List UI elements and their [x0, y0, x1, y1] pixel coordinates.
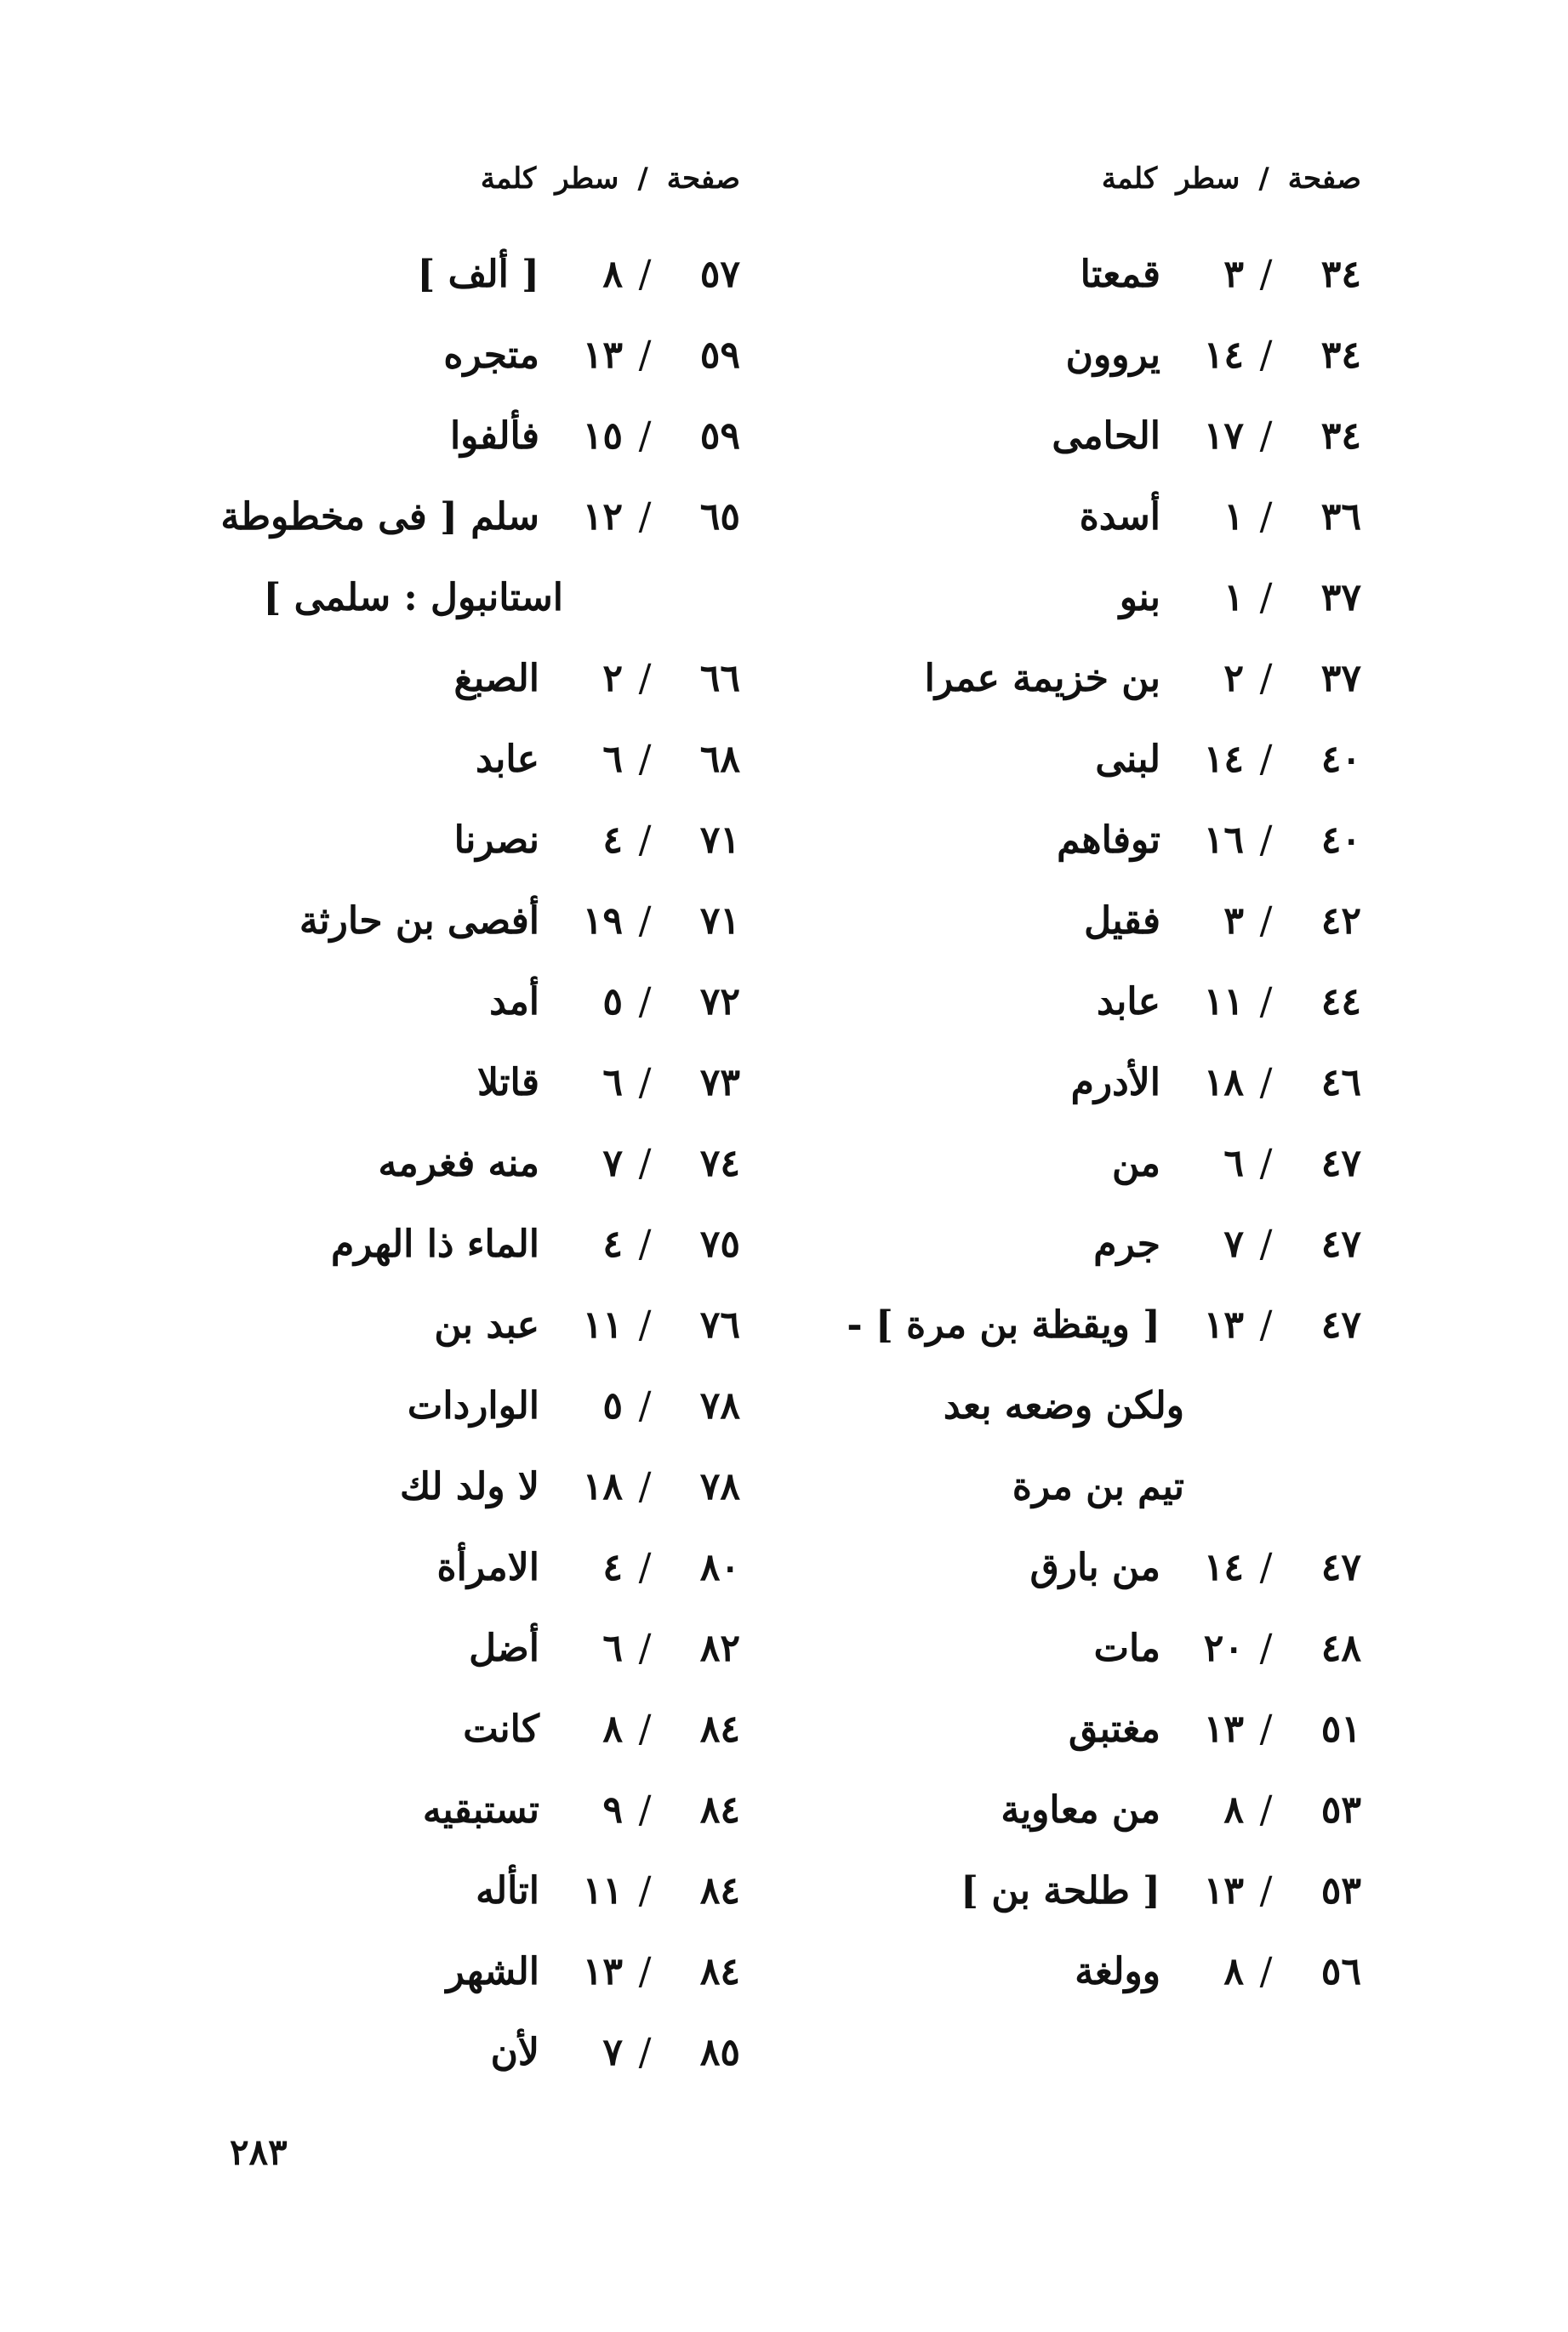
- page-ref: ٨٠: [699, 1546, 740, 1589]
- slash-separator: /: [638, 980, 652, 1023]
- slash-separator: /: [638, 1303, 652, 1347]
- errata-row: [179, 1850, 740, 1931]
- line-ref: ١٢: [582, 495, 623, 539]
- line-ref: ١٣: [1203, 1869, 1244, 1913]
- line-ref: ٧: [1223, 1223, 1244, 1266]
- word-entry: [ ألف ]: [417, 253, 539, 296]
- errata-row: [817, 1608, 1361, 1689]
- page-ref: ٨٤: [699, 1788, 740, 1832]
- word-entry: عابد: [1096, 980, 1160, 1023]
- line-ref: ٨: [1223, 1950, 1244, 1993]
- word-entry: لبنى: [1095, 738, 1160, 781]
- line-ref: ١٣: [582, 334, 623, 377]
- slash-separator: /: [1259, 818, 1273, 862]
- page-ref: ٧١: [699, 818, 740, 862]
- line-ref: ١٨: [582, 1465, 623, 1508]
- errata-row: [817, 1123, 1361, 1204]
- slash-separator: /: [638, 2031, 652, 2074]
- line-ref: ٥: [602, 1384, 623, 1428]
- page-ref: ٣٧: [1320, 576, 1361, 619]
- slash-separator: /: [1259, 980, 1273, 1023]
- column-header: [179, 153, 740, 234]
- line-ref: ١٦: [1203, 818, 1244, 862]
- word-entry: لا ولد لك: [400, 1465, 539, 1508]
- slash-separator: /: [638, 818, 652, 862]
- word-entry: أسدة: [1079, 495, 1160, 539]
- word-entry: كانت: [463, 1708, 539, 1751]
- word-entry: يروون: [1065, 334, 1160, 377]
- slash-separator: /: [1259, 1061, 1273, 1104]
- word-entry: جرم: [1093, 1223, 1160, 1266]
- slash-separator: /: [638, 1708, 652, 1751]
- slash-separator: /: [1259, 1708, 1273, 1751]
- page-number: ٢٨٣: [230, 2131, 288, 2173]
- word-entry: منه فغرمه: [378, 1142, 539, 1185]
- errata-row: [817, 1204, 1361, 1285]
- line-ref: ١١: [582, 1869, 623, 1913]
- errata-row: [179, 638, 740, 719]
- page-ref: ٣٤: [1320, 334, 1361, 377]
- line-ref: ١٥: [582, 414, 623, 458]
- word-entry: لأن: [490, 2031, 539, 2074]
- page-ref: ٤٢: [1320, 899, 1361, 943]
- errata-row: [179, 2012, 740, 2093]
- page-ref: ٤٦: [1320, 1061, 1361, 1104]
- word-entry: الشهر: [446, 1950, 539, 1993]
- line-ref: ١٣: [1203, 1708, 1244, 1751]
- errata-row: [817, 1931, 1361, 2012]
- header-line-label: سطر: [555, 162, 619, 196]
- header-line-label: سطر: [1176, 162, 1240, 196]
- word-entry: الحامى: [1052, 414, 1160, 458]
- page-ref: ٨٢: [699, 1627, 740, 1670]
- errata-row: [179, 1042, 740, 1123]
- page-ref: ٥٩: [699, 334, 740, 377]
- slash-separator: /: [638, 899, 652, 943]
- errata-row: [179, 1527, 740, 1608]
- slash-separator: /: [638, 657, 652, 700]
- line-ref: ١: [1223, 495, 1244, 539]
- line-ref: ٧: [602, 1142, 623, 1185]
- line-ref: ٢: [602, 657, 623, 700]
- slash-separator: /: [638, 1788, 652, 1832]
- slash-separator: /: [1259, 495, 1273, 539]
- line-ref: ١٣: [582, 1950, 623, 1993]
- header-word-label: كلمة: [1101, 162, 1158, 196]
- line-ref: ٤: [602, 1546, 623, 1589]
- slash-separator: /: [638, 495, 652, 539]
- slash-separator: /: [1259, 1223, 1273, 1266]
- page-ref: ٨٤: [699, 1950, 740, 1993]
- page-ref: ٧٥: [699, 1223, 740, 1266]
- errata-row: [817, 1042, 1361, 1123]
- word-entry: عابد: [475, 738, 539, 781]
- errata-row: [817, 638, 1361, 719]
- line-ref: ٦: [1223, 1142, 1244, 1185]
- slash-separator: /: [638, 1465, 652, 1508]
- line-ref: ٦: [602, 738, 623, 781]
- slash-separator: /: [1259, 1950, 1273, 1993]
- page-ref: ٨٥: [699, 2031, 740, 2074]
- page-ref: ٤٠: [1320, 818, 1361, 862]
- errata-row: [817, 557, 1361, 638]
- page-ref: ٤٧: [1320, 1546, 1361, 1589]
- line-ref: ٨: [602, 253, 623, 296]
- errata-row: [179, 800, 740, 881]
- errata-column-right: [817, 153, 1361, 2012]
- page-ref: ٤٠: [1320, 738, 1361, 781]
- page-ref: ٨٤: [699, 1708, 740, 1751]
- word-entry: توفاهم: [1057, 818, 1160, 862]
- line-ref: ١٨: [1203, 1061, 1244, 1104]
- page-ref: ٧١: [699, 899, 740, 943]
- slash-separator: /: [638, 1142, 652, 1185]
- slash-separator: /: [1259, 1627, 1273, 1670]
- line-ref: ١٤: [1203, 334, 1244, 377]
- errata-row: [179, 719, 740, 800]
- page-ref: ٤٧: [1320, 1223, 1361, 1266]
- page-ref: ٤٧: [1320, 1303, 1361, 1347]
- header-word-label: كلمة: [480, 162, 537, 196]
- word-entry: الامرأة: [436, 1546, 539, 1589]
- page-ref: ٦٥: [699, 495, 740, 539]
- line-ref: ٨: [602, 1708, 623, 1751]
- page-ref: ٣٦: [1320, 495, 1361, 539]
- word-entry: قاتلا: [477, 1061, 539, 1104]
- slash-separator: /: [638, 1061, 652, 1104]
- slash-separator: /: [1259, 334, 1273, 377]
- page-ref: ٧٨: [699, 1465, 740, 1508]
- errata-row: [817, 234, 1361, 315]
- word-entry: مغتبق: [1068, 1708, 1160, 1751]
- slash-separator: /: [638, 253, 652, 296]
- slash-separator: /: [1259, 899, 1273, 943]
- word-entry: استانبول : سلمى ]: [263, 576, 563, 619]
- errata-rows: [817, 234, 1361, 2012]
- page-ref: ٧٣: [699, 1061, 740, 1104]
- errata-row: [179, 234, 740, 315]
- errata-row: [817, 881, 1361, 961]
- word-entry: [ ويقظة بن مرة ] -: [847, 1303, 1160, 1347]
- slash-separator: /: [638, 1223, 652, 1266]
- errata-row: [817, 1285, 1361, 1366]
- word-entry: وولغة: [1075, 1950, 1160, 1993]
- page-ref: ٣٧: [1320, 657, 1361, 700]
- errata-row: [179, 476, 740, 557]
- slash-separator: /: [638, 1546, 652, 1589]
- slash-separator: /: [1259, 414, 1273, 458]
- page-ref: ٣٤: [1320, 253, 1361, 296]
- slash-separator: /: [1259, 1546, 1273, 1589]
- slash-separator: /: [1259, 657, 1273, 700]
- slash-separator: /: [638, 1627, 652, 1670]
- errata-row: [179, 315, 740, 396]
- page-ref: ٦٦: [699, 657, 740, 700]
- line-ref: ١١: [1203, 980, 1244, 1023]
- slash-separator: /: [1259, 1869, 1273, 1913]
- errata-row: [817, 315, 1361, 396]
- word-entry: نصرنا: [453, 818, 539, 862]
- line-ref: ٢: [1223, 657, 1244, 700]
- header-slash: /: [1258, 162, 1269, 196]
- page-ref: ٨٤: [699, 1869, 740, 1913]
- word-entry: عبد بن: [434, 1303, 539, 1347]
- word-entry: الواردات: [407, 1384, 539, 1428]
- errata-row: [179, 1204, 740, 1285]
- errata-row: [817, 800, 1361, 881]
- header-page-label: صفحة: [666, 162, 740, 196]
- word-entry: من بارق: [1029, 1546, 1160, 1589]
- word-entry: فقيل: [1084, 899, 1160, 943]
- column-header: [817, 153, 1361, 234]
- word-entry: مات: [1093, 1627, 1160, 1670]
- line-ref: ١٤: [1203, 1546, 1244, 1589]
- errata-row: [179, 1446, 740, 1527]
- errata-row: [179, 396, 740, 476]
- word-entry: متجره: [443, 334, 539, 377]
- word-entry: الماء ذا الهرم: [330, 1223, 539, 1266]
- line-ref: ٨: [1223, 1788, 1244, 1832]
- errata-row: [817, 396, 1361, 476]
- errata-row-continuation: [817, 1446, 1361, 1527]
- errata-rows: [179, 234, 740, 2093]
- errata-row-continuation: [179, 557, 740, 638]
- errata-row: [179, 1931, 740, 2012]
- header-page-label: صفحة: [1287, 162, 1361, 196]
- word-entry: من معاوية: [1001, 1788, 1160, 1832]
- header-slash: /: [637, 162, 648, 196]
- slash-separator: /: [638, 1384, 652, 1428]
- page-ref: ٥٩: [699, 414, 740, 458]
- line-ref: ١١: [582, 1303, 623, 1347]
- line-ref: ١٣: [1203, 1303, 1244, 1347]
- errata-row-continuation: [817, 1366, 1361, 1446]
- errata-row: [179, 881, 740, 961]
- page-ref: ٥٣: [1320, 1788, 1361, 1832]
- slash-separator: /: [638, 738, 652, 781]
- word-entry: بنو: [1119, 576, 1160, 619]
- errata-row: [817, 719, 1361, 800]
- slash-separator: /: [1259, 576, 1273, 619]
- page-ref: ٧٤: [699, 1142, 740, 1185]
- line-ref: ١٩: [582, 899, 623, 943]
- slash-separator: /: [1259, 253, 1273, 296]
- line-ref: ١٤: [1203, 738, 1244, 781]
- word-entry: [ طلحة بن ]: [961, 1869, 1160, 1913]
- errata-row: [817, 961, 1361, 1042]
- page-ref: ٣٤: [1320, 414, 1361, 458]
- line-ref: ٢٠: [1203, 1627, 1244, 1670]
- slash-separator: /: [1259, 1788, 1273, 1832]
- errata-row: [179, 1770, 740, 1850]
- word-entry: قمعتا: [1080, 253, 1160, 296]
- word-entry: الصبغ: [453, 657, 539, 700]
- word-entry: اتأله: [476, 1869, 539, 1913]
- line-ref: ٥: [602, 980, 623, 1023]
- word-entry: أضل: [469, 1627, 539, 1670]
- errata-row: [179, 1366, 740, 1446]
- page-ref: ٤٨: [1320, 1627, 1361, 1670]
- line-ref: ٤: [602, 1223, 623, 1266]
- slash-separator: /: [638, 334, 652, 377]
- page-ref: ٧٨: [699, 1384, 740, 1428]
- line-ref: ٣: [1223, 253, 1244, 296]
- page-ref: ٤٤: [1320, 980, 1361, 1023]
- slash-separator: /: [638, 1950, 652, 1993]
- line-ref: ٣: [1223, 899, 1244, 943]
- page-ref: ٧٢: [699, 980, 740, 1023]
- errata-row: [817, 1850, 1361, 1931]
- page-ref: ٥١: [1320, 1708, 1361, 1751]
- errata-column-left: [179, 153, 740, 2093]
- errata-row: [179, 1689, 740, 1770]
- word-entry: أمد: [489, 980, 539, 1023]
- errata-row: [179, 1608, 740, 1689]
- line-ref: ٤: [602, 818, 623, 862]
- word-entry: سلم [ فى مخطوطة: [220, 495, 539, 539]
- page-ref: ٥٦: [1320, 1950, 1361, 1993]
- page-ref: ٦٨: [699, 738, 740, 781]
- word-entry: تيم بن مرة: [1012, 1465, 1184, 1508]
- word-entry: ولكن وضعه بعد: [943, 1384, 1184, 1428]
- word-entry: الأدرم: [1070, 1061, 1160, 1104]
- errata-row: [817, 476, 1361, 557]
- slash-separator: /: [638, 1869, 652, 1913]
- line-ref: ١: [1223, 576, 1244, 619]
- slash-separator: /: [1259, 1303, 1273, 1347]
- page-ref: ٧٦: [699, 1303, 740, 1347]
- word-entry: تستبقيه: [422, 1788, 539, 1832]
- errata-row: [179, 1123, 740, 1204]
- line-ref: ٦: [602, 1061, 623, 1104]
- line-ref: ١٧: [1203, 414, 1244, 458]
- page-ref: ٥٧: [699, 253, 740, 296]
- word-entry: أفصى بن حارثة: [299, 899, 539, 943]
- word-entry: فألفوا: [449, 414, 539, 458]
- line-ref: ٩: [602, 1788, 623, 1832]
- slash-separator: /: [1259, 1142, 1273, 1185]
- slash-separator: /: [1259, 738, 1273, 781]
- slash-separator: /: [638, 414, 652, 458]
- page-ref: ٤٧: [1320, 1142, 1361, 1185]
- line-ref: ٧: [602, 2031, 623, 2074]
- errata-row: [817, 1527, 1361, 1608]
- errata-row: [179, 961, 740, 1042]
- page-ref: ٥٣: [1320, 1869, 1361, 1913]
- errata-row: [179, 1285, 740, 1366]
- errata-row: [817, 1689, 1361, 1770]
- line-ref: ٦: [602, 1627, 623, 1670]
- word-entry: بن خزيمة عمرا: [924, 657, 1160, 700]
- word-entry: من: [1111, 1142, 1160, 1185]
- errata-row: [817, 1770, 1361, 1850]
